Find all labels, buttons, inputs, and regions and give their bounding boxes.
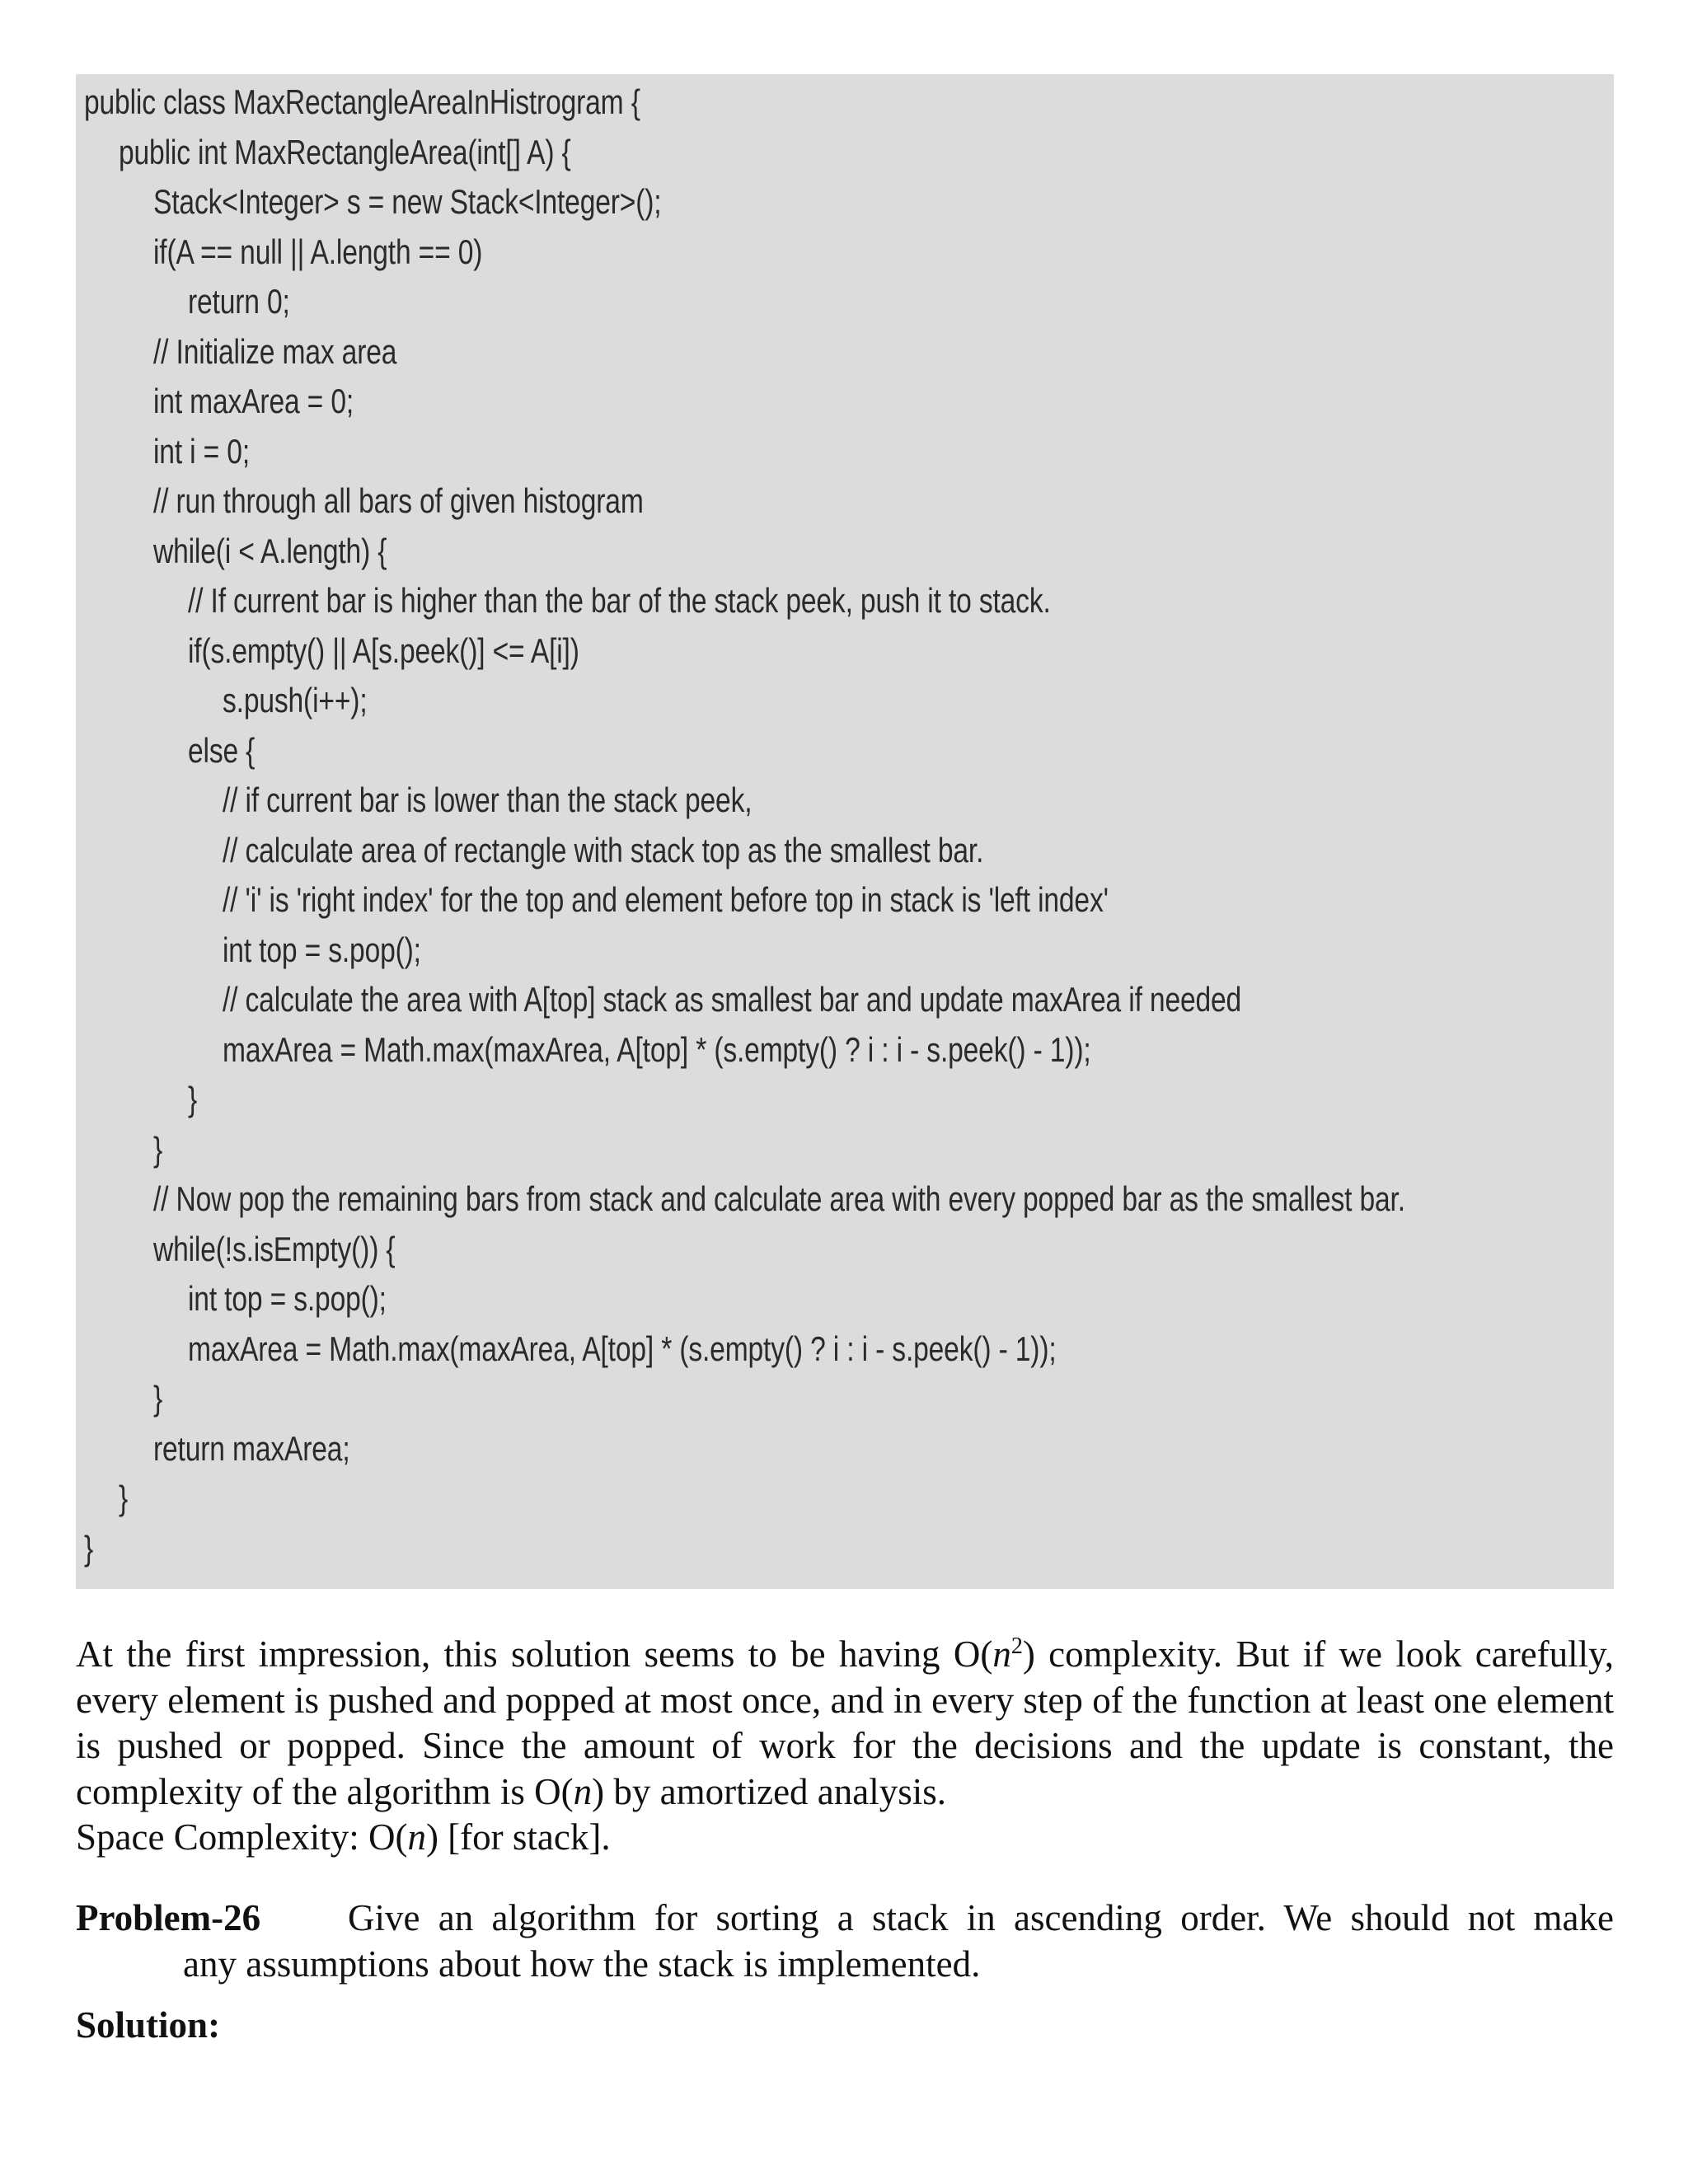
code-line: } xyxy=(188,1080,198,1118)
space-complexity-line xyxy=(76,1815,611,1861)
code-line: Stack<Integer> s = new Stack<Integer>(); xyxy=(153,182,662,221)
code-line: // 'i' is 'right index' for the top and element before top in stack is 'left index' xyxy=(223,880,1109,919)
code-line: int maxArea = 0; xyxy=(153,382,354,420)
code-line: // run through all bars of given histogram xyxy=(153,481,644,520)
code-line: // calculate the area with A[top] stack as smallest bar and update maxArea if needed xyxy=(223,980,1242,1019)
problem-label: Problem-26 xyxy=(76,1897,261,1938)
code-line: int top = s.pop(); xyxy=(223,930,421,969)
code-line: public int MaxRectangleArea(int[] A) { xyxy=(119,132,571,171)
space-text: Space Complexity: O( xyxy=(76,1816,408,1858)
code-line: if(A == null || A.length == 0) xyxy=(153,232,483,271)
code-line: int top = s.pop(); xyxy=(188,1279,387,1318)
problem-statement xyxy=(76,1896,1614,1987)
prose-text: At the first impression, this solution seems to be having O( xyxy=(76,1633,993,1675)
code-line: } xyxy=(119,1479,129,1517)
code-line: } xyxy=(153,1129,163,1169)
space-var-n: n xyxy=(407,1816,426,1858)
code-line: } xyxy=(153,1379,163,1418)
code-line: maxArea = Math.max(maxArea, A[top] * (s.empty() ? i : i - s.peek() - 1)); xyxy=(223,1029,1091,1069)
code-line: public class MaxRectangleAreaInHistrogram { xyxy=(84,82,640,121)
prose-text: ) complexity. But if we look carefully, every element is pushed and popped at most once, and in every step of the function at least one element is pushed or popped. Since the amount of work for the decisions and the update is constant, the complexity of the algorithm is O( xyxy=(76,1633,1614,1812)
code-line: // If current bar is higher than the bar of the stack peek, push it to stack. xyxy=(188,581,1051,620)
solution-heading: Solution: xyxy=(76,2004,221,2046)
prose-var-n: n xyxy=(573,1770,593,1812)
code-line: else { xyxy=(188,730,256,770)
prose-exponent: 2 xyxy=(1010,1633,1023,1659)
code-line: // if current bar is lower than the stack peek, xyxy=(223,780,753,819)
code-line: return 0; xyxy=(188,282,290,321)
code-line: s.push(i++); xyxy=(223,681,368,719)
code-line: } xyxy=(84,1528,94,1568)
code-line: // Now pop the remaining bars from stack and calculate area with every popped bar as the smallest bar. xyxy=(153,1179,1405,1218)
space-text: ) [for stack]. xyxy=(425,1816,611,1858)
code-line: int i = 0; xyxy=(153,431,251,471)
problem-text-line1: Give an algorithm for sorting a stack in ascending order. We should not make xyxy=(348,1897,1614,1938)
code-line: while(i < A.length) { xyxy=(153,531,387,570)
complexity-paragraph xyxy=(76,1632,1614,1815)
problem-text-line2: any assumptions about how the stack is implemented. xyxy=(183,1943,981,1985)
prose-var-n: n xyxy=(992,1633,1011,1675)
code-line: // calculate area of rectangle with stack top as the smallest bar. xyxy=(223,830,984,869)
code-listing xyxy=(76,74,1614,1589)
code-line: // Initialize max area xyxy=(153,331,397,371)
prose-text: ) by amortized analysis. xyxy=(592,1770,947,1812)
code-line: maxArea = Math.max(maxArea, A[top] * (s.empty() ? i : i - s.peek() - 1)); xyxy=(188,1329,1057,1368)
code-line: if(s.empty() || A[s.peek()] <= A[i]) xyxy=(188,630,579,670)
code-line: while(!s.isEmpty()) { xyxy=(153,1229,396,1268)
code-line: return maxArea; xyxy=(153,1428,350,1468)
